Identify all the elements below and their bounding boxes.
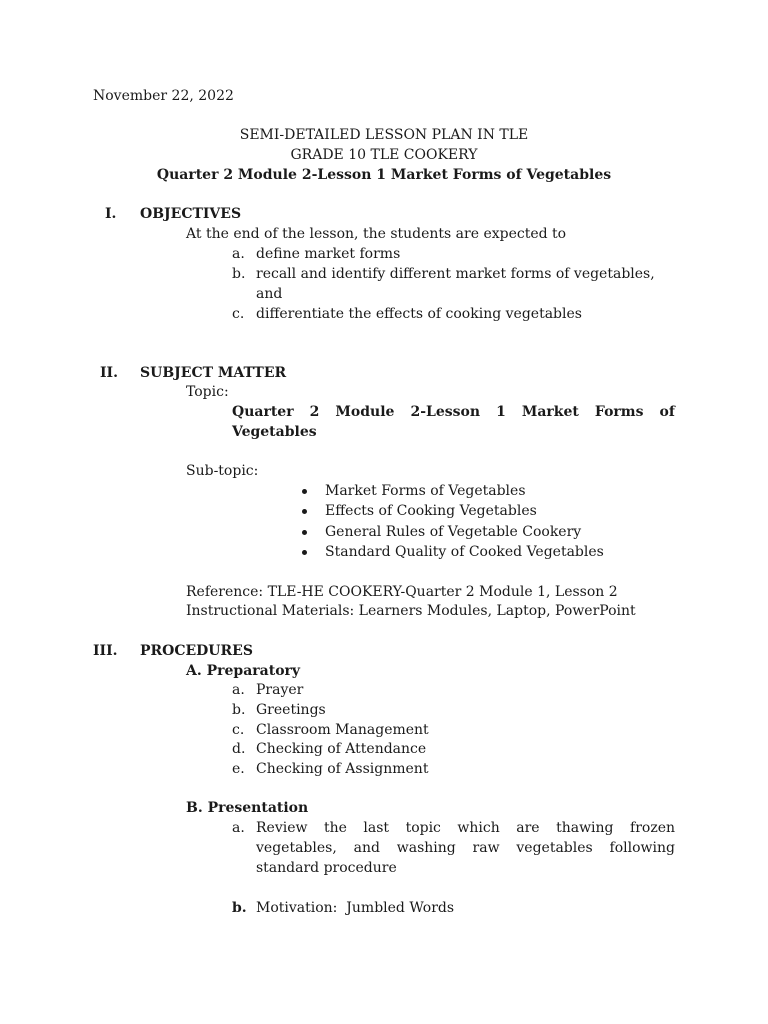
word: are [516,820,540,836]
topic-word: 1 [496,404,506,420]
topic-word: Market [521,404,579,420]
list-marker: c. [232,306,245,322]
word: vegetables, [256,840,337,856]
list-item: differentiate the effects of cooking vegetables [256,306,582,322]
topic-word: of [659,404,675,420]
subtopic-item: Effects of Cooking Vegetables [325,503,537,519]
header-grade: GRADE 10 TLE COOKERY [290,147,478,163]
subtopic-label: Sub-topic: [186,463,259,479]
instructional-materials: Instructional Materials: Learners Modules, Laptop, PowerPoint [186,603,636,619]
word: raw [472,840,500,856]
list-item: recall and identify different market forms of vegetables, [256,266,655,282]
reference: Reference: TLE-HE COOKERY-Quarter 2 Module 1, Lesson 2 [186,584,618,600]
word: last [363,820,390,836]
list-marker: a. [232,246,245,262]
list-item: Checking of Attendance [256,741,427,757]
topic-word: 2-Lesson [410,404,481,420]
word: which [457,820,500,836]
word: following [609,840,675,856]
bullet-icon [302,550,307,555]
list-marker: a. [232,682,245,698]
bullet-icon [302,489,307,494]
section-heading: PROCEDURES [140,643,253,659]
list-item [256,818,675,838]
bullet-icon [302,509,307,514]
section-number: I. [105,206,117,222]
word: vegetables [516,840,593,856]
subsection-heading: A. Preparatory [186,663,301,679]
word: the [323,820,347,836]
topic-title-continuation: Vegetables [232,424,317,440]
list-marker: b. [232,702,246,718]
section-number: II. [100,365,118,381]
word: topic [405,820,441,836]
topic-word: Quarter [232,404,294,420]
subsection-heading: B. Presentation [186,800,309,816]
word: and [353,840,380,856]
word: thawing [556,820,614,836]
word: Review [256,820,308,836]
word: washing [396,840,456,856]
list-item: Greetings [256,702,326,718]
list-item-continuation [256,838,675,858]
word: frozen [630,820,675,836]
section-number: III. [93,643,118,659]
subtopic-item: General Rules of Vegetable Cookery [325,524,582,540]
list-marker: e. [232,761,245,777]
list-marker: d. [232,741,246,757]
list-item: Checking of Assignment [256,761,429,777]
list-item: Prayer [256,682,304,698]
section-heading: SUBJECT MATTER [140,365,287,381]
header-title: SEMI-DETAILED LESSON PLAN IN TLE [239,127,529,143]
list-marker: b. [232,900,247,916]
subtopic-item: Standard Quality of Cooked Vegetables [325,544,604,560]
objectives-intro: At the end of the lesson, the students are expected to [186,226,567,242]
subtopic-item: Market Forms of Vegetables [325,483,526,499]
list-item: Classroom Management [256,722,429,738]
list-item-continuation: and [256,286,283,302]
topic-word: Module [335,404,395,420]
list-marker: b. [232,266,246,282]
topic-label: Topic: [186,384,229,400]
list-marker: a. [232,820,245,836]
topic-word: Forms [594,404,644,420]
section-heading: OBJECTIVES [140,206,242,222]
list-marker: c. [232,722,245,738]
date: November 22, 2022 [93,88,234,104]
list-item: Motivation: Jumbled Words [256,900,455,916]
list-item-continuation: standard procedure [256,860,397,876]
list-item: define market forms [256,246,401,262]
bullet-icon [302,530,307,535]
topic-word: 2 [309,404,320,420]
header-lesson: Quarter 2 Module 2-Lesson 1 Market Forms of Vegetables [156,167,612,183]
topic-title [232,402,675,422]
